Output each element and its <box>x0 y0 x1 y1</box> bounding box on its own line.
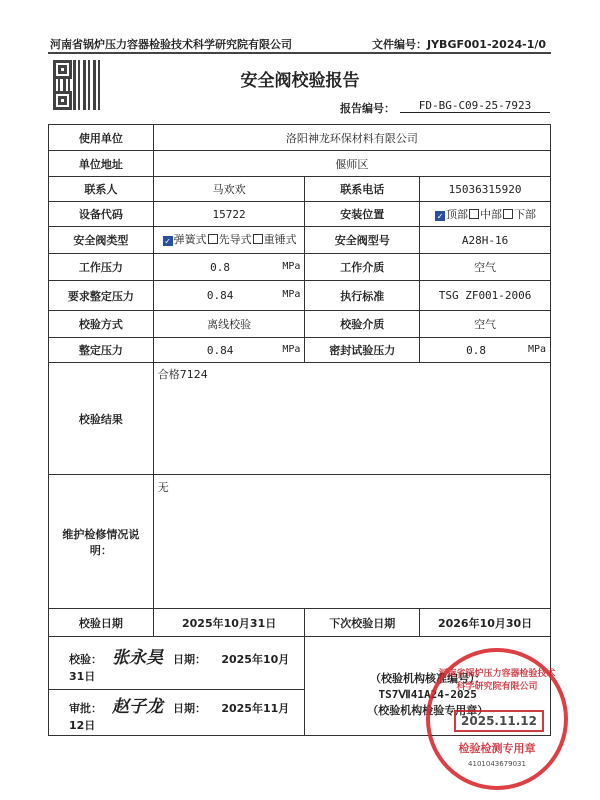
valve-model-value: A28H-16 <box>420 227 551 254</box>
option-label: 弹簧式 <box>173 233 207 246</box>
option-label: 顶部 <box>446 208 469 221</box>
report-table <box>48 124 551 736</box>
date-label: 日期： <box>173 702 206 715</box>
work-pressure-value: 0.8 <box>210 260 231 274</box>
seal-purpose: 检验检测专用章 <box>458 742 536 755</box>
option-label: 中部 <box>480 208 503 221</box>
approver-row <box>49 690 305 736</box>
checkbox[interactable] <box>503 209 513 219</box>
check-medium-label: 校验介质 <box>305 311 420 338</box>
unit-value: 洛阳神龙环保材料有限公司 <box>153 125 550 151</box>
phone-label: 联系电话 <box>305 177 420 202</box>
work-medium-label: 工作介质 <box>305 254 420 281</box>
report-no-label: 报告编号： <box>340 102 395 115</box>
seal-test-pressure-value: 0.8 <box>466 343 486 357</box>
work-medium-value: 空气 <box>420 254 551 281</box>
set-pressure-label: 整定压力 <box>49 338 154 363</box>
seal-number: 4101043679031 <box>468 760 526 768</box>
seal-test-pressure-label: 密封试验压力 <box>305 338 420 363</box>
report-no: FD-BG-C09-25-7923 <box>400 99 550 113</box>
method-value: 离线校验 <box>153 311 305 338</box>
check-date-value: 2025年10月31日 <box>153 609 305 637</box>
address-value: 偃师区 <box>153 151 550 177</box>
checker-label: 校验： <box>69 652 102 666</box>
next-check-date-value: 2026年10月30日 <box>420 609 551 637</box>
unit: MPa <box>282 260 301 272</box>
org-seal-label: （校验机构检验专用章） <box>367 704 489 717</box>
unit: MPa <box>282 289 301 300</box>
valve-model-label: 安全阀型号 <box>305 227 420 254</box>
page-title: 安全阀校验报告 <box>240 71 360 91</box>
unit: MPa <box>282 343 301 355</box>
contact-label: 联系人 <box>49 177 154 202</box>
checkbox-checked[interactable]: ✓ <box>164 237 171 246</box>
org-approval-label: （校验机构核准编号）： <box>369 672 486 685</box>
seal-ring-text: 河南省锅炉压力容器检验技术科学研究院有限公司 <box>438 669 556 692</box>
option-label: 重锤式 <box>263 233 297 246</box>
maintenance-label: 维护检修情况说明： <box>49 475 154 609</box>
unit-label: 使用单位 <box>49 125 154 151</box>
checker-row <box>49 637 305 690</box>
org-name: 河南省锅炉压力容器检验技术科学研究院有限公司 <box>50 38 292 51</box>
header-rule <box>48 52 551 54</box>
required-set-pressure-label: 要求整定压力 <box>49 281 154 311</box>
org-approval-number: TS7Ⅶ41A24-2025 <box>378 688 477 701</box>
valve-type-options <box>153 227 305 254</box>
valve-type-label: 安全阀类型 <box>49 227 154 254</box>
option-label: 下部 <box>514 208 537 221</box>
seal-date: 2025.11.12 <box>454 710 544 732</box>
official-seal <box>426 648 568 790</box>
checkbox[interactable] <box>469 209 479 219</box>
file-number: 文件编号：JYBGF001-2024-1/0 <box>372 38 547 51</box>
checkbox[interactable] <box>253 234 263 244</box>
work-pressure-label: 工作压力 <box>49 254 154 281</box>
checker-date: 2025年10月31日 <box>69 652 290 683</box>
option-label: 先导式 <box>218 233 252 246</box>
maintenance-value: 无 <box>153 475 550 609</box>
checker-signature: 张永昊 <box>112 647 163 668</box>
standard-value: TSG ZF001-2006 <box>420 281 551 311</box>
check-date-label: 校验日期 <box>49 609 154 637</box>
method-label: 校验方式 <box>49 311 154 338</box>
install-position-options <box>420 202 551 227</box>
phone-value: 15036315920 <box>420 177 551 202</box>
check-medium-value: 空气 <box>420 311 551 338</box>
address-label: 单位地址 <box>49 151 154 177</box>
contact-value: 马欢欢 <box>153 177 305 202</box>
unit: MPa <box>527 343 546 355</box>
device-code-value: 15722 <box>153 202 305 227</box>
next-check-date-label: 下次校验日期 <box>305 609 420 637</box>
result-label: 校验结果 <box>49 363 154 475</box>
date-label: 日期： <box>173 652 206 666</box>
set-pressure-value: 0.84 <box>206 343 234 357</box>
checkbox[interactable] <box>208 234 218 244</box>
approver-signature: 赵子龙 <box>112 697 163 717</box>
approver-date: 2025年11月12日 <box>69 702 290 732</box>
required-set-pressure-value: 0.84 <box>206 289 234 302</box>
install-position-label: 安装位置 <box>305 202 420 227</box>
result-value: 合格7124 <box>153 363 550 475</box>
standard-label: 执行标准 <box>305 281 420 311</box>
approver-label: 审批： <box>69 702 102 715</box>
device-code-label: 设备代码 <box>49 202 154 227</box>
checkbox-checked[interactable]: ✓ <box>436 212 444 221</box>
